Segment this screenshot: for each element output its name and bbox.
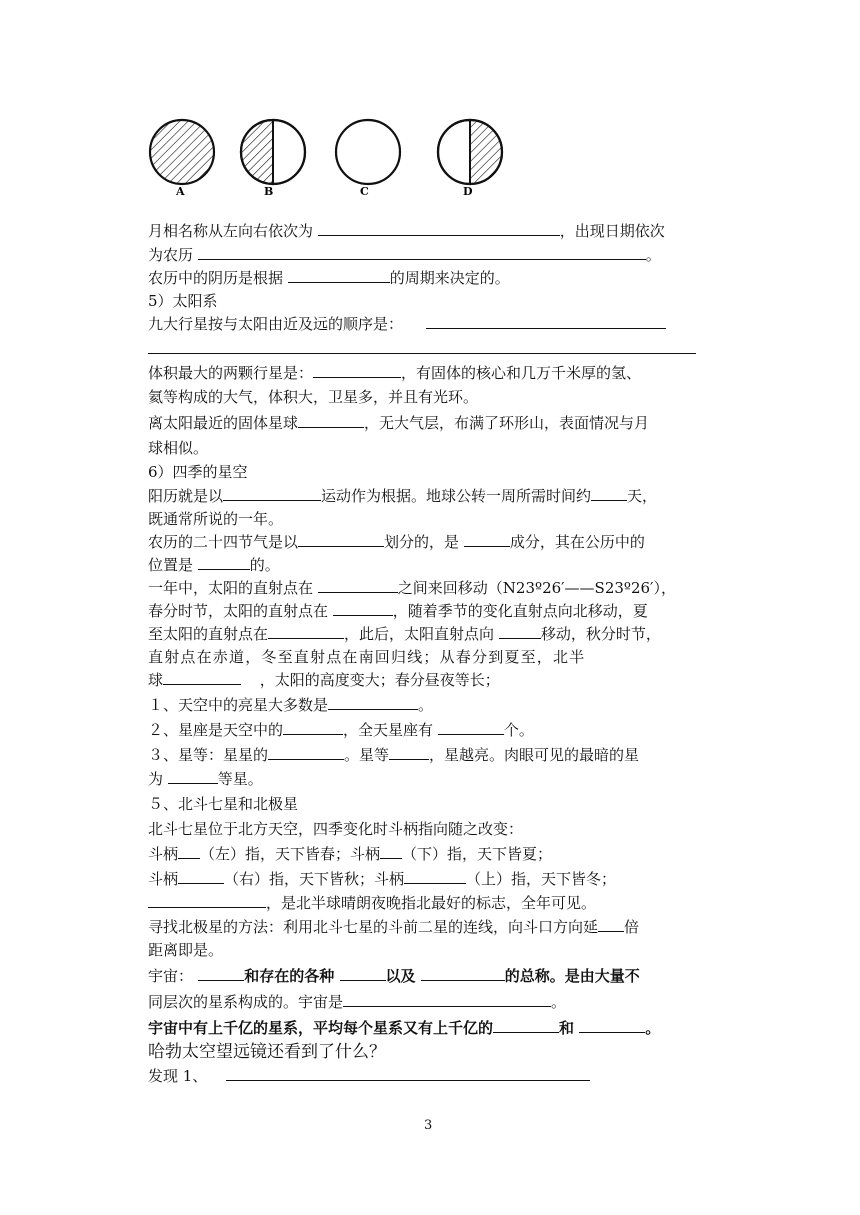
text: １、天空中的亮星大多数是: [148, 696, 329, 714]
line-dipper-intro: 北斗七星位于北方天空，四季变化时斗柄指向随之改变：: [148, 820, 524, 838]
line-mercury: [148, 413, 718, 433]
line-universe-def: [148, 966, 718, 986]
text: 天，: [627, 487, 658, 505]
text: 和存在的各种: [244, 967, 335, 985]
text: 成分，其在公历中的: [509, 533, 645, 551]
text: 九大行星按与太阳由近及远的顺序是：: [148, 315, 404, 333]
answer-blank[interactable]: [268, 745, 344, 760]
text: ，出现日期依次: [559, 222, 665, 240]
line-distance: 距离即是。: [148, 941, 224, 959]
answer-line[interactable]: [148, 353, 696, 354]
answer-blank[interactable]: [223, 486, 321, 501]
line-spring-equinox: [148, 601, 718, 621]
line-moon-order: [148, 221, 718, 241]
text: 的总称。是由大量不: [504, 967, 640, 985]
text: 的周期来决定的。: [389, 269, 510, 287]
text: 斗柄: [148, 870, 179, 888]
answer-blank[interactable]: [493, 1018, 559, 1033]
moon-c-icon: [336, 120, 400, 184]
answer-blank[interactable]: [226, 1066, 590, 1081]
answer-blank[interactable]: [283, 720, 343, 735]
text: 。: [645, 246, 661, 264]
answer-blank[interactable]: [148, 893, 266, 908]
moon-d-icon: [438, 120, 502, 184]
answer-blank[interactable]: [464, 532, 510, 547]
text: 农历中的阴历是根据: [148, 269, 284, 287]
answer-blank[interactable]: [328, 695, 418, 710]
line-gas-giants: 氦等构成的大气，体积大，卫星多，并且有光环。: [148, 388, 479, 406]
answer-blank[interactable]: [288, 268, 390, 283]
text: 。: [551, 993, 567, 1011]
text: 以及: [385, 967, 416, 985]
text: 春分时节，太阳的直射点在: [148, 602, 329, 620]
line-lunar-calendar: [148, 268, 718, 288]
answer-blank[interactable]: [298, 413, 364, 428]
text: 。星等: [344, 746, 390, 764]
text: 球: [148, 671, 164, 689]
text: 个。: [503, 721, 534, 739]
line-position: [148, 555, 718, 575]
section-big-dipper: ５、北斗七星和北极星: [148, 795, 299, 813]
answer-blank[interactable]: [198, 966, 244, 981]
answer-blank[interactable]: [579, 1018, 645, 1033]
line-galaxies: [148, 1018, 718, 1038]
text: 离太阳最近的固体星球: [148, 414, 299, 432]
answer-blank[interactable]: [168, 769, 218, 784]
text: ２、星座是天空中的: [148, 721, 284, 739]
line-bright-stars: [148, 695, 718, 715]
text: 之间来回移动（N23º26′——S23º26′），: [397, 579, 676, 597]
answer-blank[interactable]: [268, 624, 344, 639]
text: ，星越亮。肉眼可见的最暗的星: [429, 746, 640, 764]
moon-phase-figure: [140, 118, 520, 198]
section-solar-system: 5）太阳系: [148, 292, 218, 310]
answer-blank[interactable]: [178, 844, 200, 859]
text: ３、星等：星星的: [148, 746, 269, 764]
text: 等星。: [217, 770, 263, 788]
page-number: 3: [424, 1118, 433, 1133]
answer-blank[interactable]: [404, 869, 466, 884]
text: 月相名称从左向右依次为: [148, 222, 314, 240]
text: ，随着季节的变化直射点向北移动，夏: [392, 602, 648, 620]
answer-blank[interactable]: [318, 221, 560, 236]
answer-blank[interactable]: [389, 745, 429, 760]
text: 斗柄: [148, 845, 179, 863]
section-seasons: 6）四季的星空: [148, 463, 248, 481]
answer-blank[interactable]: [198, 555, 250, 570]
line-north-star: [148, 893, 718, 913]
line-find-polaris: [148, 917, 718, 937]
text: 同层次的星系构成的。宇宙是: [148, 993, 344, 1011]
text: 寻找北极星的方法：利用北斗七星的斗前二星的连线，向斗口方向延: [148, 918, 599, 936]
text: ，有固体的核心和几万千米厚的氢、: [401, 364, 642, 382]
text: ，太阳的高度变大；春分昼夜等长；: [259, 671, 500, 689]
text: 和: [559, 1019, 575, 1037]
text: （左）指，天下皆春；斗柄: [200, 845, 381, 863]
text: 农历的二十四节气是以: [148, 533, 299, 551]
text: 一年中，太阳的直射点在: [148, 579, 314, 597]
text: 的。: [249, 556, 280, 574]
answer-blank[interactable]: [380, 844, 402, 859]
line-hubble-question: 哈勃太空望远镜还看到了什么？: [148, 1042, 386, 1062]
moon-a-icon: [150, 120, 214, 184]
text: 划分的，是: [384, 533, 460, 551]
text: ，此后，太阳直射点向: [344, 625, 495, 643]
line-summer-solstice: [148, 624, 718, 644]
answer-blank[interactable]: [499, 624, 541, 639]
text: 位置是: [148, 556, 194, 574]
answer-blank[interactable]: [421, 966, 505, 981]
answer-blank[interactable]: [591, 486, 627, 501]
line-discovery-1: [148, 1066, 718, 1086]
text: 移动，秋分时节，: [540, 625, 661, 643]
moon-label-d: D: [463, 185, 473, 198]
text: 为农历: [148, 246, 194, 264]
text: （上）指，天下皆冬；: [466, 870, 617, 888]
text: 。: [645, 1019, 661, 1037]
answer-blank[interactable]: [426, 314, 666, 329]
line-north-hemisphere: [148, 670, 718, 690]
answer-blank[interactable]: [438, 720, 504, 735]
text: 发现 1、: [148, 1067, 208, 1085]
text: 。: [418, 696, 434, 714]
text: 宇宙中有上千亿的星系，平均每个星系又有上千亿的: [148, 1019, 494, 1037]
answer-blank[interactable]: [198, 245, 646, 260]
line-dipper-spring-summer: [148, 844, 718, 864]
answer-blank[interactable]: [298, 532, 384, 547]
answer-blank[interactable]: [340, 966, 386, 981]
line-dipper-autumn-winter: [148, 869, 718, 889]
answer-blank[interactable]: [318, 578, 398, 593]
line-universe-is: [148, 992, 718, 1012]
text: （下）指，天下皆夏；: [402, 845, 553, 863]
line-magnitude: [148, 745, 718, 765]
line-solar-terms: [148, 532, 718, 552]
answer-blank[interactable]: [313, 363, 401, 378]
text: （右）指，天下皆秋；斗柄: [224, 870, 405, 888]
line-equator: 直射点在赤道，冬至直射点在南回归线；从春分到夏至，北半: [148, 648, 586, 666]
answer-blank[interactable]: [343, 992, 551, 1007]
line-moon-like: 球相似。: [148, 439, 209, 457]
text: ，无大气层，布满了环形山，表面情况与月: [364, 414, 650, 432]
moon-b-icon: [241, 120, 305, 184]
text: 为: [148, 770, 164, 788]
answer-blank[interactable]: [178, 869, 224, 884]
line-one-year: 既通常所说的一年。: [148, 510, 284, 528]
text: 阳历就是以: [148, 487, 224, 505]
text: 体积最大的两颗行星是：: [148, 364, 314, 382]
text: ，是北半球晴朗夜晚指北最好的标志，全年可见。: [266, 894, 597, 912]
answer-blank[interactable]: [598, 917, 624, 932]
text: 至太阳的直射点在: [148, 625, 269, 643]
line-direct-point: [148, 578, 718, 598]
text: 运动作为根据。地球公转一周所需时间约: [321, 487, 592, 505]
answer-blank[interactable]: [333, 601, 393, 616]
line-faintest-star: [148, 769, 718, 789]
line-constellations: [148, 720, 718, 740]
line-largest-planets: [148, 363, 718, 383]
text: 倍: [624, 918, 640, 936]
line-solar-calendar: [148, 486, 718, 506]
text: 宇宙：: [148, 967, 194, 985]
line-lunar-date: [148, 245, 718, 265]
answer-blank[interactable]: [163, 670, 241, 685]
moon-label-c: C: [360, 185, 369, 198]
moon-label-a: A: [176, 185, 185, 198]
line-planets-order: [148, 314, 718, 334]
moon-label-b: B: [264, 185, 274, 198]
text: ，全天星座有: [343, 721, 434, 739]
